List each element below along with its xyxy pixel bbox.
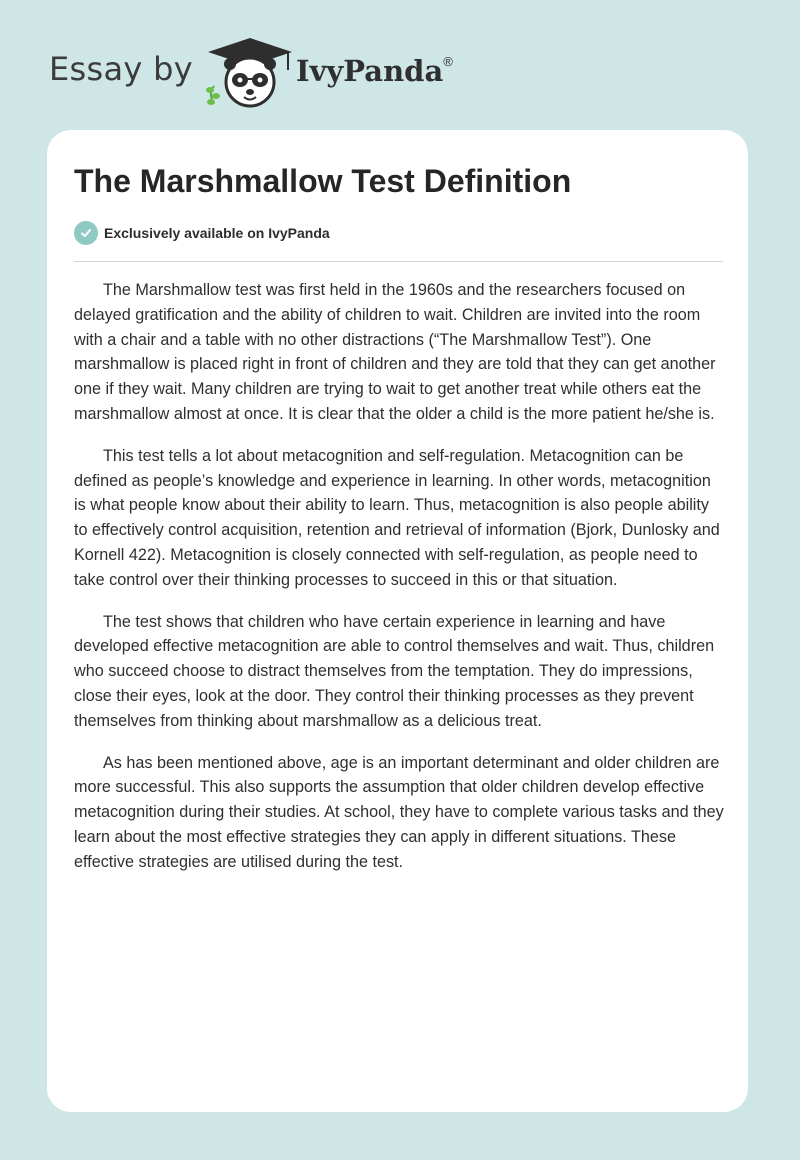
site-header [0, 0, 800, 130]
panda-logo-icon[interactable] [200, 36, 296, 108]
essay-by-label: Essay by [49, 50, 193, 88]
paragraph-2: This test tells a lot about metacognition and self-regulation. Metacognition can be defined as people’s knowledge and experience in learning. In other words, metacognition is what people know about their ability to learn. Thus, metacognition is also people ability to effectively control acquisition, retention and retrieval of information (Bjork, Dunlosky and Kornell 422). Metacognition is closely connected with self-regulation, as people need to take control over their thinking processes to succeed in this or that situation. [74, 446, 720, 589]
essay-card [47, 130, 748, 1112]
paragraph-1: The Marshmallow test was first held in the 1960s and the researchers focused on delayed gratification and the ability of children to wait. Children are invited into the room with a chair and a table with no other distractions (“The Marshmallow Test”). One marshmallow is placed right in front of children and they are told that they can get another one if they wait. Many children are trying to wait to get another treat while others eat the marshmallow almost at once. It is clear that the older a child is the more patient he/she is. [74, 281, 716, 423]
exclusive-badge [74, 221, 330, 245]
brand-name[interactable] [296, 54, 453, 88]
check-icon [74, 221, 98, 245]
essay-body [74, 278, 724, 892]
paragraph-3: The test shows that children who have certain experience in learning and have developed effective metacognition are able to control themselves and wait. Thus, children who succeed choose to distract themselves from the temptation. They do impressions, close their eyes, look at the door. They control their thinking processes as they prevent themselves from thinking about marshmallow as a delicious treat. [74, 612, 715, 730]
brand-name-text: IvyPanda [296, 54, 444, 88]
registered-mark: ® [443, 54, 453, 70]
badge-label: Exclusively available on IvyPanda [104, 225, 330, 241]
paragraph-4: As has been mentioned above, age is an important determinant and older children are more successful. This also supports the assumption that older children develop effective metacognition during their studies. At school, they have to complete various tasks and they learn about the most effective strategies they can apply in different situations. These effective strategies are utilised during the test. [74, 753, 724, 871]
divider [74, 261, 723, 262]
page-title: The Marshmallow Test Definition [74, 163, 572, 199]
